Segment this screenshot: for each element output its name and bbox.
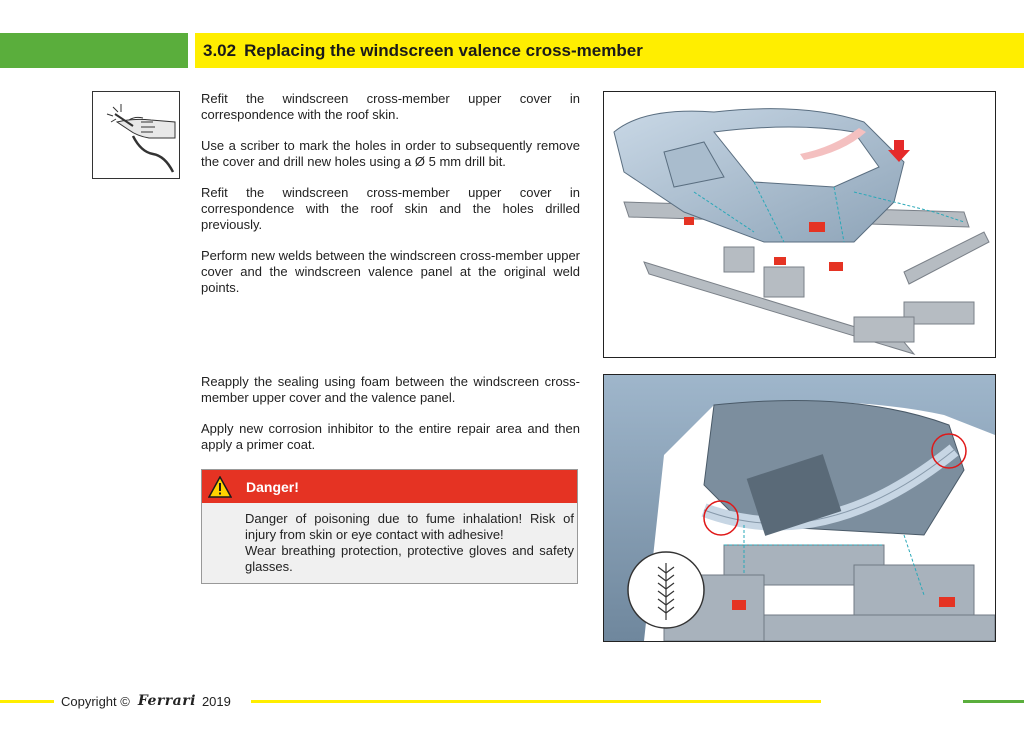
- footer-rule-left: [0, 700, 54, 703]
- instruction-paragraph: Use a scriber to mark the holes in order to subsequently remove the cover and drill new holes using a Ø 5 mm drill bit.: [201, 138, 580, 169]
- instruction-paragraph: Apply new corrosion inhibitor to the entire repair area and then apply a primer coat.: [201, 421, 580, 452]
- instruction-paragraph: Reapply the sealing using foam between the windscreen cross-member upper cover and the valence panel.: [201, 374, 580, 405]
- section-number: 3.02: [203, 40, 237, 60]
- instruction-paragraph: Refit the windscreen cross-member upper cover in correspondence with the roof skin and the holes drilled previously.: [201, 185, 580, 232]
- instruction-paragraph: Perform new welds between the windscreen cross-member upper cover and the windscreen valence panel at the original weld points.: [201, 248, 580, 295]
- header-accent-bar: [0, 33, 188, 68]
- danger-body: [202, 503, 577, 583]
- danger-text: Danger of poisoning due to fume inhalation! Risk of injury from skin or eye contact with adhesive!: [245, 511, 574, 542]
- instruction-paragraph: Refit the windscreen cross-member upper cover in correspondence with the roof skin.: [201, 91, 580, 122]
- danger-title: Danger!: [246, 478, 299, 495]
- copyright-year: 2019: [201, 693, 231, 709]
- danger-notice: [201, 469, 578, 584]
- instructions-bottom: [201, 374, 580, 468]
- welding-torch-icon: [92, 91, 180, 179]
- danger-header: [202, 470, 577, 503]
- instructions-top: [201, 91, 580, 311]
- footer-rule-right: [963, 700, 1024, 703]
- ferrari-logo: Ferrari: [137, 693, 196, 709]
- warning-triangle-icon: [208, 476, 232, 498]
- section-title: Replacing the windscreen valence cross-member: [244, 40, 643, 60]
- car-body-illustration-2: [603, 374, 996, 642]
- section-title-bar: [195, 33, 1024, 68]
- footer-rule-middle: [251, 700, 821, 703]
- copyright-text: Copyright ©: [61, 693, 130, 709]
- danger-text: Wear breathing protection, protective gloves and safety glasses.: [245, 543, 574, 574]
- footer-copyright: [61, 693, 231, 709]
- car-body-illustration-1: [603, 91, 996, 358]
